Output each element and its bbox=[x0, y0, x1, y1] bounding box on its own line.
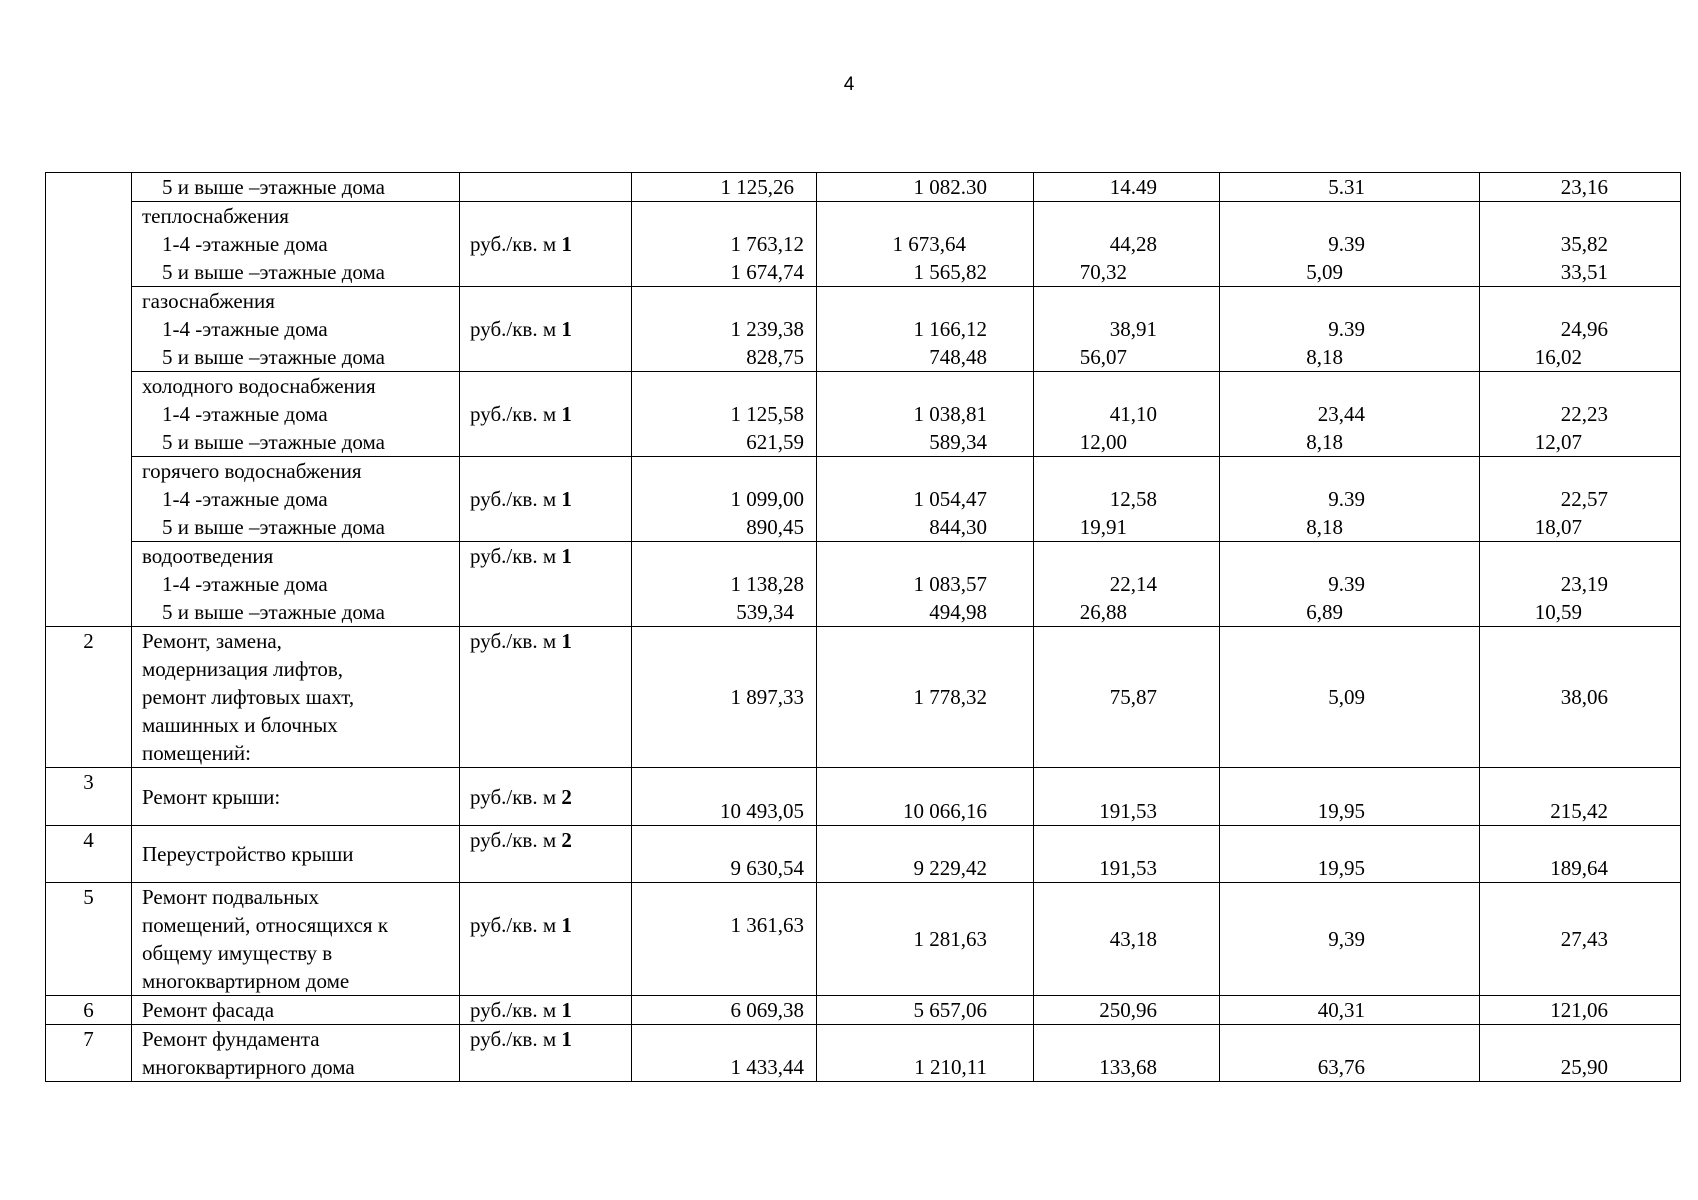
value-cell: 9 229,42 bbox=[913, 856, 987, 880]
work-name-line: Ремонт крыши: bbox=[142, 784, 281, 809]
value-cell: 22,23 bbox=[1560, 402, 1608, 426]
value-cell: 1 361,63 bbox=[730, 913, 804, 937]
value-cell: 191,53 bbox=[1099, 799, 1157, 823]
unit-label: руб./кв. м bbox=[470, 544, 562, 568]
value-cell: 19,95 bbox=[1317, 799, 1365, 823]
value-cell: 43,18 bbox=[1109, 927, 1157, 951]
value-cell: 1 897,33 bbox=[730, 685, 804, 709]
work-name-cell bbox=[132, 768, 460, 826]
value-cell: 8,18 bbox=[1306, 515, 1343, 539]
unit-index: 1 bbox=[561, 232, 572, 256]
value-cell: 35,82 bbox=[1560, 232, 1608, 256]
floor-label: 5 и выше –этажные дома bbox=[162, 430, 385, 454]
value-cell: 10 066,16 bbox=[903, 799, 987, 823]
work-name-line: многоквартирного дома bbox=[142, 1055, 355, 1079]
value-cell: 18,07 bbox=[1534, 515, 1582, 539]
work-name-line: Переустройство крыши bbox=[142, 842, 354, 866]
work-name-line: Ремонт фасада bbox=[142, 998, 275, 1022]
unit-label: руб./кв. м bbox=[470, 487, 562, 511]
unit-cell bbox=[460, 542, 632, 627]
unit-index: 1 bbox=[561, 402, 572, 426]
value-cell: 75,87 bbox=[1109, 685, 1157, 709]
floor-label: 1-4 -этажные дома bbox=[162, 402, 328, 426]
value-cell: 1 778,32 bbox=[913, 685, 987, 709]
value-cell: 1 674,74 bbox=[730, 260, 804, 284]
table-row bbox=[46, 173, 1681, 202]
value-cell: 844,30 bbox=[929, 515, 987, 539]
unit-label: руб./кв. м bbox=[470, 317, 562, 341]
work-name-cell bbox=[132, 627, 460, 768]
value-cell: 1 082.30 bbox=[913, 175, 987, 199]
table-row bbox=[46, 826, 1681, 883]
value-cell: 8,18 bbox=[1306, 345, 1343, 369]
value-cell: 828,75 bbox=[746, 345, 804, 369]
row-number-cell: 4 bbox=[46, 826, 132, 883]
work-name-line: ремонт лифтовых шахт, bbox=[142, 685, 355, 709]
value-cell: 8,18 bbox=[1306, 430, 1343, 454]
value-cell: 250,96 bbox=[1099, 998, 1157, 1022]
row-number-cell: 7 bbox=[46, 1025, 132, 1082]
work-name-cell bbox=[132, 883, 460, 996]
unit-label: руб./кв. м bbox=[470, 1027, 562, 1051]
unit-index: 2 bbox=[561, 828, 572, 852]
value-cell: 1 166,12 bbox=[913, 317, 987, 341]
value-cell: 40,31 bbox=[1317, 998, 1365, 1022]
table-row bbox=[46, 287, 1681, 372]
work-name-cell bbox=[132, 542, 460, 627]
value-cell: 22,57 bbox=[1560, 487, 1608, 511]
work-name-cell bbox=[132, 202, 460, 287]
work-name-line: машинных и блочных bbox=[142, 713, 338, 737]
work-name-cell bbox=[132, 826, 460, 883]
unit-cell bbox=[460, 1025, 632, 1082]
unit-index: 1 bbox=[561, 998, 572, 1022]
value-cell: 33,51 bbox=[1560, 260, 1608, 284]
row-number-cell: 6 bbox=[46, 996, 132, 1025]
value-cell: 1 138,28 bbox=[730, 572, 804, 596]
unit-index: 2 bbox=[561, 784, 572, 809]
value-cell: 6,89 bbox=[1306, 600, 1343, 624]
table-row bbox=[46, 627, 1681, 768]
value-cell: 1 565,82 bbox=[913, 260, 987, 284]
unit-cell bbox=[460, 173, 632, 202]
row-number-cell bbox=[46, 173, 132, 627]
unit-label: руб./кв. м bbox=[470, 232, 562, 256]
value-cell: 24,96 bbox=[1560, 317, 1608, 341]
work-name-line: многоквартирном доме bbox=[142, 969, 350, 993]
unit-label: руб./кв. м bbox=[470, 998, 562, 1022]
value-cell: 1 099,00 bbox=[730, 487, 804, 511]
value-cell: 748,48 bbox=[929, 345, 987, 369]
value-cell: 191,53 bbox=[1099, 856, 1157, 880]
value-cell: 44,28 bbox=[1109, 232, 1157, 256]
value-cell: 26,88 bbox=[1079, 600, 1127, 624]
value-cell: 215,42 bbox=[1550, 799, 1608, 823]
floor-label: 5 и выше –этажные дома bbox=[162, 175, 385, 199]
value-cell: 1 210,11 bbox=[914, 1055, 987, 1079]
value-cell: 41,10 bbox=[1109, 402, 1157, 426]
row-number-cell: 2 bbox=[46, 627, 132, 768]
unit-cell bbox=[460, 826, 632, 883]
value-cell: 23,44 bbox=[1317, 402, 1365, 426]
value-cell: 1 239,38 bbox=[730, 317, 804, 341]
unit-index: 1 bbox=[561, 913, 572, 937]
group-title: холодного водоснабжения bbox=[142, 374, 376, 398]
unit-index: 1 bbox=[561, 629, 572, 653]
unit-cell bbox=[460, 996, 632, 1025]
work-name-cell bbox=[132, 996, 460, 1025]
value-cell: 12,58 bbox=[1109, 487, 1157, 511]
floor-label: 5 и выше –этажные дома bbox=[162, 260, 385, 284]
work-name-line: Ремонт подвальных bbox=[142, 885, 320, 909]
work-name-cell bbox=[132, 457, 460, 542]
value-cell: 9.39 bbox=[1328, 572, 1365, 596]
unit-label: руб./кв. м bbox=[470, 828, 562, 852]
value-cell: 10,59 bbox=[1534, 600, 1582, 624]
value-cell: 14.49 bbox=[1109, 175, 1157, 199]
unit-index: 1 bbox=[561, 317, 572, 341]
table-row bbox=[46, 457, 1681, 542]
group-title: теплоснабжения bbox=[142, 204, 289, 228]
value-cell: 9,39 bbox=[1328, 927, 1365, 951]
unit-cell bbox=[460, 372, 632, 457]
work-name-line: помещений: bbox=[142, 741, 251, 765]
value-cell: 1 673,64 bbox=[892, 232, 966, 256]
work-name-cell bbox=[132, 287, 460, 372]
value-cell: 1 763,12 bbox=[730, 232, 804, 256]
value-cell: 1 281,63 bbox=[913, 927, 987, 951]
unit-label: руб./кв. м bbox=[470, 402, 562, 426]
value-cell: 70,32 bbox=[1079, 260, 1127, 284]
unit-index: 1 bbox=[561, 1027, 572, 1051]
work-name-line: Ремонт фундамента bbox=[142, 1027, 320, 1051]
work-name-line: общему имуществу в bbox=[142, 941, 333, 965]
value-cell: 23,16 bbox=[1560, 175, 1608, 199]
value-cell: 621,59 bbox=[746, 430, 804, 454]
value-cell: 5,09 bbox=[1306, 260, 1343, 284]
unit-cell bbox=[460, 627, 632, 768]
value-cell: 38,06 bbox=[1560, 685, 1608, 709]
value-cell: 1 054,47 bbox=[913, 487, 987, 511]
value-cell: 22,14 bbox=[1109, 572, 1157, 596]
group-title: газоснабжения bbox=[142, 289, 275, 313]
value-cell: 9.39 bbox=[1328, 317, 1365, 341]
value-cell: 10 493,05 bbox=[720, 799, 804, 823]
value-cell: 38,91 bbox=[1109, 317, 1157, 341]
floor-label: 5 и выше –этажные дома bbox=[162, 600, 385, 624]
work-name-cell bbox=[132, 1025, 460, 1082]
value-cell: 27,43 bbox=[1560, 927, 1608, 951]
table-row bbox=[46, 1025, 1681, 1082]
value-cell: 12,00 bbox=[1079, 430, 1127, 454]
floor-label: 1-4 -этажные дома bbox=[162, 487, 328, 511]
floor-label: 1-4 -этажные дома bbox=[162, 317, 328, 341]
group-title: водоотведения bbox=[142, 544, 274, 568]
value-cell: 539,34 bbox=[736, 600, 794, 624]
floor-label: 1-4 -этажные дома bbox=[162, 232, 328, 256]
work-name-cell bbox=[132, 372, 460, 457]
value-cell: 19,91 bbox=[1079, 515, 1127, 539]
value-cell: 133,68 bbox=[1099, 1055, 1157, 1079]
value-cell: 589,34 bbox=[929, 430, 987, 454]
value-cell: 16,02 bbox=[1534, 345, 1582, 369]
value-cell: 9.39 bbox=[1328, 232, 1365, 256]
work-name-line: Ремонт, замена, bbox=[142, 629, 282, 653]
cost-table bbox=[45, 172, 1681, 1082]
value-cell: 1 433,44 bbox=[730, 1055, 804, 1079]
value-cell: 9.39 bbox=[1328, 487, 1365, 511]
value-cell: 9 630,54 bbox=[730, 856, 804, 880]
unit-cell bbox=[460, 202, 632, 287]
floor-label: 5 и выше –этажные дома bbox=[162, 345, 385, 369]
value-cell: 25,90 bbox=[1560, 1055, 1608, 1079]
page-number: 4 bbox=[843, 74, 855, 95]
value-cell: 1 038,81 bbox=[913, 402, 987, 426]
table-row bbox=[46, 768, 1681, 826]
floor-label: 5 и выше –этажные дома bbox=[162, 515, 385, 539]
unit-cell bbox=[460, 883, 632, 996]
unit-index: 1 bbox=[561, 544, 572, 568]
value-cell: 1 083,57 bbox=[913, 572, 987, 596]
unit-label: руб./кв. м bbox=[470, 913, 562, 937]
table-row bbox=[46, 883, 1681, 996]
unit-index: 1 bbox=[561, 487, 572, 511]
table-row bbox=[46, 202, 1681, 287]
value-cell: 1 125,58 bbox=[730, 402, 804, 426]
table-row bbox=[46, 996, 1681, 1025]
value-cell: 890,45 bbox=[746, 515, 804, 539]
value-cell: 12,07 bbox=[1534, 430, 1582, 454]
unit-label: руб./кв. м bbox=[470, 784, 562, 809]
group-title: горячего водоснабжения bbox=[142, 459, 362, 483]
value-cell: 1 125,26 bbox=[720, 175, 794, 199]
value-cell: 5.31 bbox=[1328, 175, 1365, 199]
work-name-line: помещений, относящихся к bbox=[142, 913, 389, 937]
unit-label: руб./кв. м bbox=[470, 629, 562, 653]
table-row bbox=[46, 372, 1681, 457]
floor-label: 1-4 -этажные дома bbox=[162, 572, 328, 596]
unit-cell bbox=[460, 768, 632, 826]
row-number-cell: 3 bbox=[46, 768, 132, 826]
row-number-cell: 5 bbox=[46, 883, 132, 996]
value-cell: 121,06 bbox=[1550, 998, 1608, 1022]
value-cell: 5 657,06 bbox=[913, 998, 987, 1022]
work-name-cell bbox=[132, 173, 460, 202]
value-cell: 6 069,38 bbox=[730, 998, 804, 1022]
value-cell: 5,09 bbox=[1328, 685, 1365, 709]
value-cell: 19,95 bbox=[1317, 856, 1365, 880]
table-row bbox=[46, 542, 1681, 627]
unit-cell bbox=[460, 287, 632, 372]
value-cell: 56,07 bbox=[1079, 345, 1127, 369]
value-cell: 23,19 bbox=[1560, 572, 1608, 596]
unit-cell bbox=[460, 457, 632, 542]
work-name-line: модернизация лифтов, bbox=[142, 657, 344, 681]
value-cell: 494,98 bbox=[929, 600, 987, 624]
value-cell: 63,76 bbox=[1317, 1055, 1365, 1079]
value-cell: 189,64 bbox=[1550, 856, 1608, 880]
